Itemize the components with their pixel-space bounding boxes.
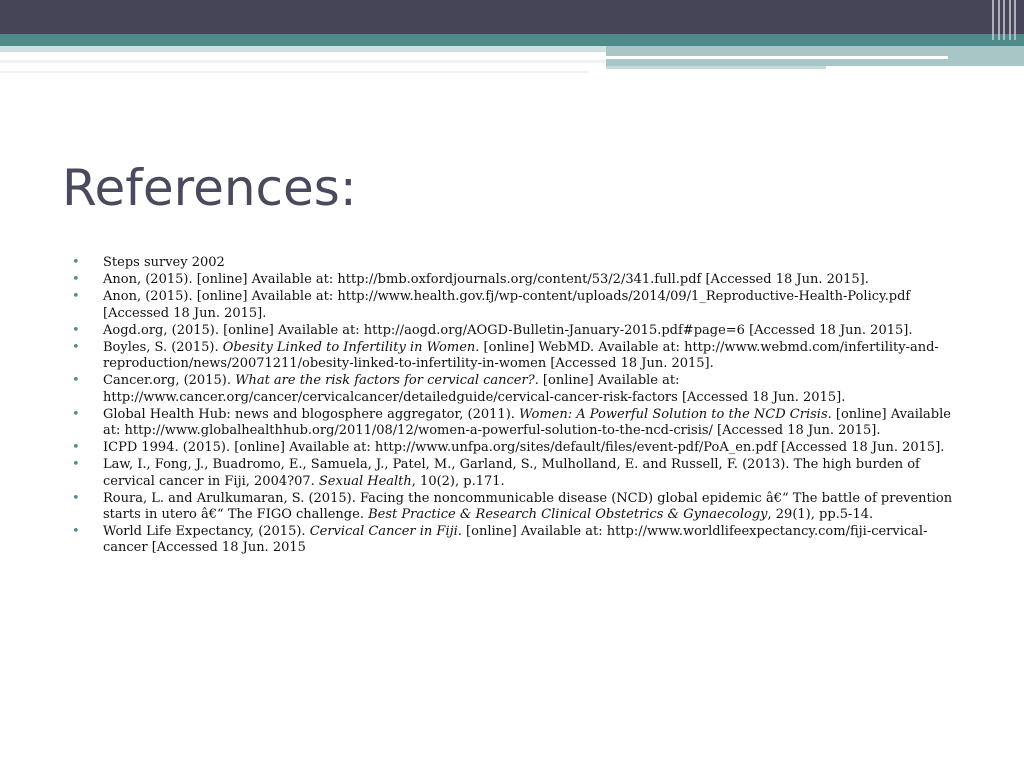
bullet-dot-icon: •	[72, 406, 80, 422]
reference-title-text: Cervical Cancer in Fiji.	[309, 524, 462, 540]
vertical-stripe	[1014, 0, 1016, 40]
reference-title-text: Best Practice & Research Clinical Obstetrics & Gynaecology	[368, 507, 768, 523]
reference-item	[72, 373, 972, 405]
reference-text: Global Health Hub: news and blogosphere aggregator, (2011).	[103, 406, 520, 422]
bullet-dot-icon: •	[72, 524, 80, 540]
bullet-dot-icon: •	[72, 373, 80, 389]
bullet-dot-icon: •	[72, 322, 80, 338]
reference-item	[72, 524, 972, 556]
header-dark-band	[0, 0, 1024, 34]
reference-title-text: Sexual Health	[318, 473, 412, 489]
reference-item	[72, 457, 972, 489]
reference-text: Law, I., Fong, J., Buadromo, E., Samuela, J., Patel, M., Garland, S., Mulholland, E. and Russell, F. (2013). The high burden of cervical cancer in Fiji, 2004?07.	[103, 457, 920, 489]
reference-item	[72, 491, 972, 523]
reference-text: World Life Expectancy, (2015).	[103, 524, 310, 540]
reference-title-text: Obesity Linked to Infertility in Women	[222, 340, 476, 356]
header-vertical-stripes	[990, 0, 1018, 40]
bullet-dot-icon: •	[72, 289, 80, 305]
reference-text: , 29(1), pp.5-14.	[767, 507, 874, 523]
reference-item	[72, 440, 972, 456]
reference-text: Boyles, S. (2015).	[103, 340, 223, 356]
bullet-dot-icon: •	[72, 490, 80, 506]
reference-text: Aogd.org, (2015). [online] Available at: http://aogd.org/AOGD-Bulletin-January-2015.pdf#page=6 [Accessed 18 Jun. 2015].	[103, 322, 913, 338]
reference-text: Anon, (2015). [online] Available at: http://bmb.oxfordjournals.org/content/53/2/341.full.pdf [Accessed 18 Jun. 2015].	[103, 272, 869, 288]
header-teal-band	[0, 34, 1024, 46]
header-thin-line	[0, 71, 588, 73]
reference-text: . [online] Available at: http://www.globalhealthhub.org/2011/08/12/women-a-powerful-solution-to-the-ncd-crisis/ [Accessed 18 Jun. 2015].	[103, 406, 951, 439]
header-thin-line	[0, 60, 606, 63]
reference-text: ICPD 1994. (2015). [online] Available at: http://www.unfpa.org/sites/default/files/event-pdf/PoA_en.pdf [Accessed 18 Jun. 2015].	[103, 440, 945, 456]
reference-item	[72, 407, 972, 439]
reference-title-text: Women: A Powerful Solution to the NCD Crisis	[519, 406, 828, 422]
reference-item	[72, 323, 972, 339]
vertical-stripe	[1009, 0, 1011, 40]
bullet-dot-icon: •	[72, 255, 80, 270]
reference-text: . [online] Available at: http://www.cancer.org/cancer/cervicalcancer/detailedguide/cervical-cancer-risk-factors [Accessed 18 Jun. 2015].	[103, 373, 846, 405]
vertical-stripe	[1003, 0, 1005, 40]
bullet-dot-icon: •	[72, 272, 80, 288]
bullet-dot-icon: •	[72, 340, 80, 356]
bullet-dot-icon: •	[72, 457, 80, 473]
reference-text: , 10(2), p.171.	[411, 473, 505, 489]
page-title: References:	[62, 159, 357, 217]
reference-text: Steps survey 2002	[103, 255, 225, 270]
reference-item	[72, 289, 972, 321]
reference-text: Roura, L. and Arulkumaran, S. (2015). Facing the noncommunicable disease (NCD) global epidemic â€“ The battle of prevention starts in utero â€“ The FIGO challenge.	[103, 490, 953, 523]
vertical-stripe	[992, 0, 994, 40]
reference-title-text: What are the risk factors for cervical cancer?	[235, 373, 535, 389]
reference-text: . [online] WebMD. Available at: http://www.webmd.com/infertility-and-reproduction/news/20071211/obesity-linked-to-infertility-in-women [Accessed 18 Jun. 2015].	[103, 340, 939, 372]
header-white-stripe	[606, 56, 948, 59]
vertical-stripe	[998, 0, 1000, 40]
reference-text: Cancer.org, (2015).	[103, 373, 236, 389]
header-thin-line	[606, 66, 826, 69]
reference-item	[72, 340, 972, 372]
reference-item	[72, 272, 972, 288]
reference-text: [online] Available at: http://www.worldlifeexpectancy.com/fiji-cervical-cancer [Accessed 18 Jun. 2015	[103, 524, 928, 556]
reference-item	[72, 255, 972, 271]
reference-list	[72, 255, 972, 558]
header-light-band-left	[0, 46, 606, 52]
bullet-dot-icon: •	[72, 440, 80, 456]
reference-text: Anon, (2015). [online] Available at: http://www.health.gov.fj/wp-content/uploads/2014/09/1_Reproductive-Health-Policy.pdf [Accessed 18 Jun. 2015].	[103, 289, 911, 321]
